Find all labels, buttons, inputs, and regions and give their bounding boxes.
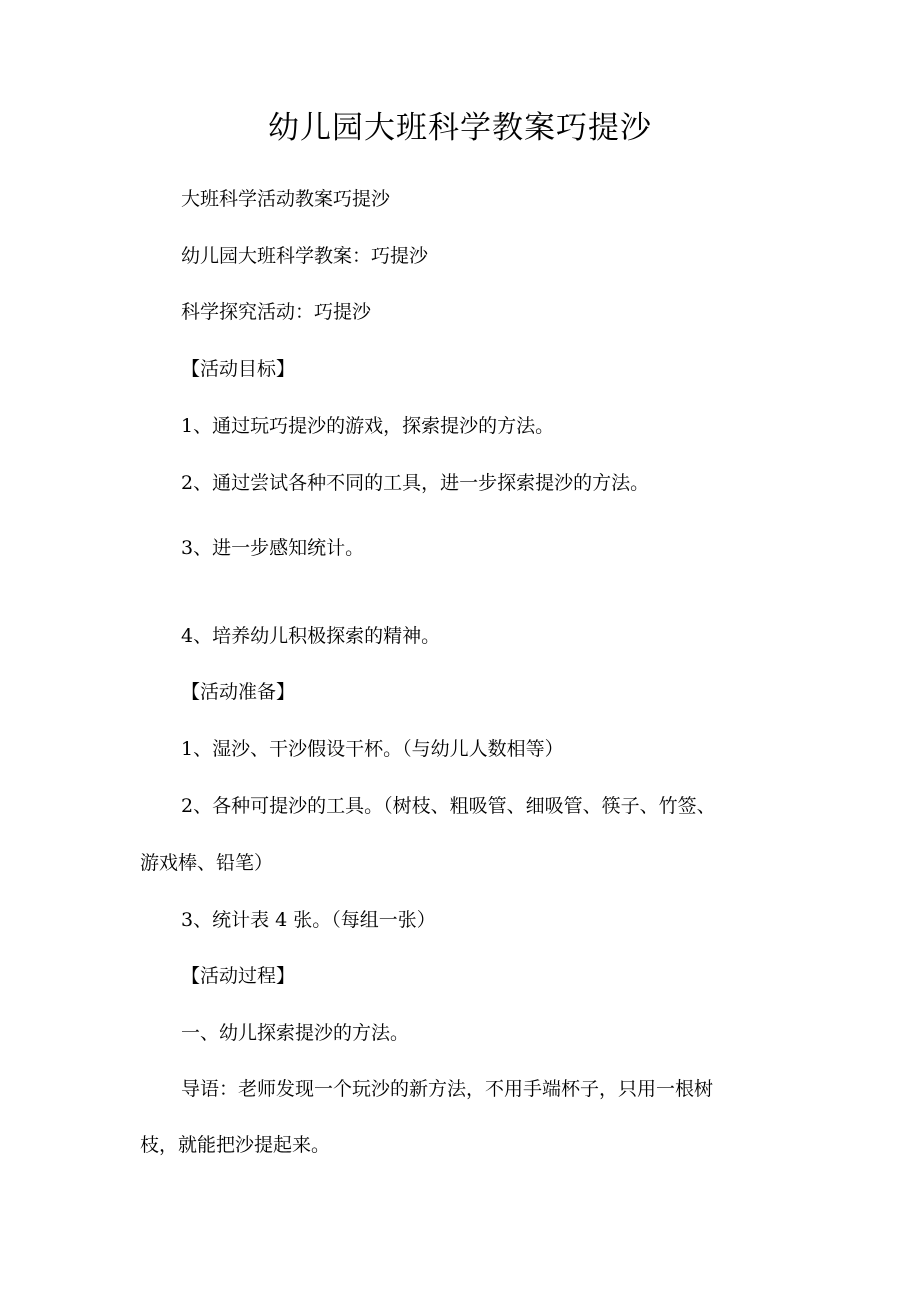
goal-item: 3、进一步感知统计。 <box>181 537 365 559</box>
goal-item: 1、通过玩巧提沙的游戏，探索提沙的方法。 <box>181 415 555 437</box>
process-paragraph: 导语：老师发现一个玩沙的新方法，不用手端杯子，只用一根树 <box>181 1078 714 1100</box>
goal-item: 4、培养幼儿积极探索的精神。 <box>181 625 441 647</box>
subtitle-line: 幼儿园大班科学教案：巧提沙 <box>181 245 429 267</box>
section-heading-goals: 【活动目标】 <box>181 358 296 380</box>
preparation-item: 1、湿沙、干沙假设干杯。（与幼儿人数相等） <box>181 738 564 760</box>
process-step: 一、幼儿探索提沙的方法。 <box>181 1022 410 1044</box>
goal-item: 2、通过尝试各种不同的工具，进一步探索提沙的方法。 <box>181 472 650 494</box>
preparation-item: 3、统计表 4 张。（每组一张） <box>181 909 436 931</box>
document-title: 幼儿园大班科学教案巧提沙 <box>268 110 652 146</box>
process-paragraph-continued: 枝，就能把沙提起来。 <box>140 1134 331 1156</box>
preparation-item: 2、各种可提沙的工具。（树枝、粗吸管、细吸管、筷子、竹签、 <box>181 795 716 817</box>
section-heading-process: 【活动过程】 <box>181 965 296 987</box>
section-heading-preparation: 【活动准备】 <box>181 681 296 703</box>
subtitle-line: 大班科学活动教案巧提沙 <box>181 188 391 210</box>
preparation-item-continued: 游戏棒、铅笔） <box>140 852 274 874</box>
subtitle-line: 科学探究活动：巧提沙 <box>181 301 372 323</box>
